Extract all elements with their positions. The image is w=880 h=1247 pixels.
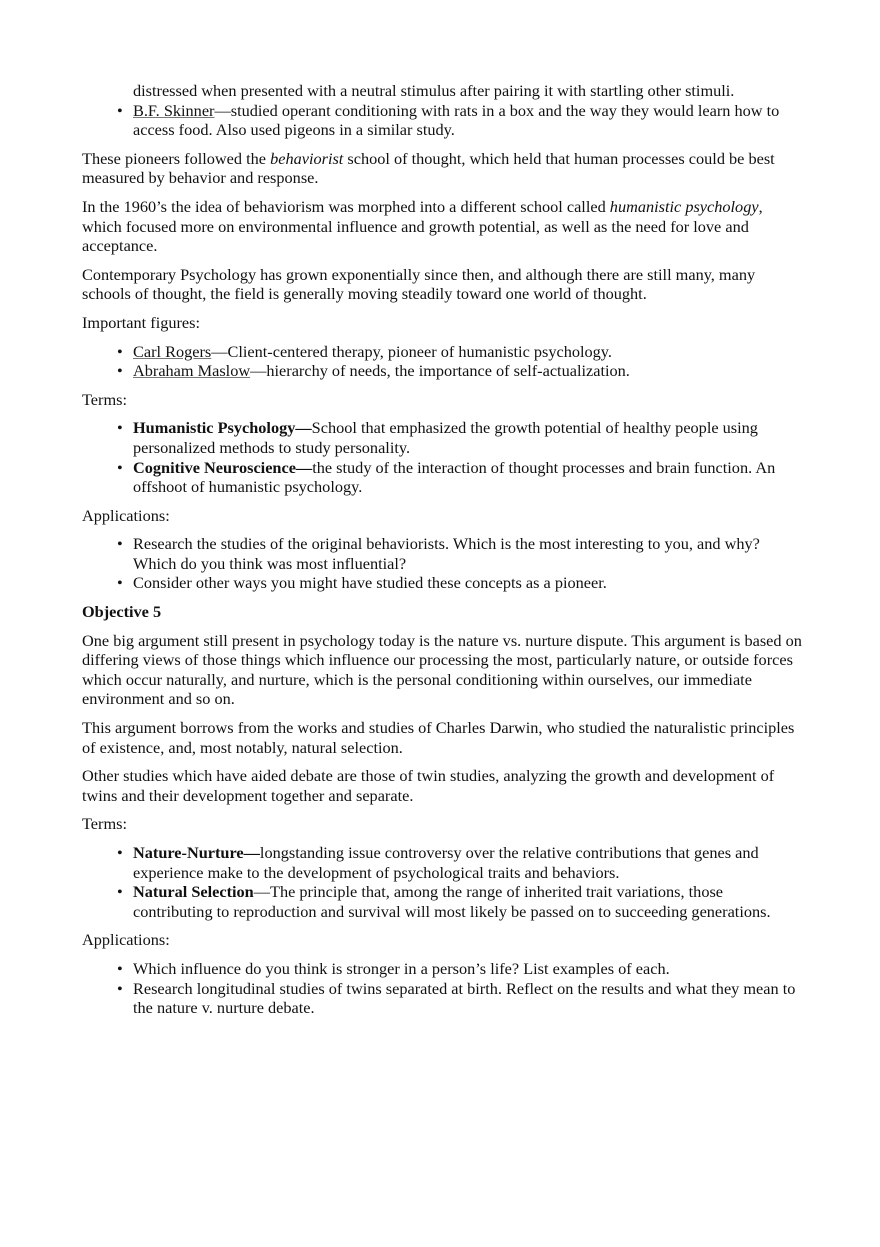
applications-list [82,534,804,593]
terms-list [82,418,804,496]
list-item [133,458,804,497]
document-page [82,81,804,1027]
pioneers-list [82,81,804,140]
definition: longstanding issue controversy over the relative contributions that genes and experience make to the development of psychological traits and behaviors. [133,843,759,882]
list-item-text: distressed when presented with a neutral stimulus after pairing it with startling other stimuli. [133,81,735,100]
paragraph-humanistic [82,197,804,256]
link-abraham-maslow[interactable]: Abraham Maslow [133,361,251,381]
applications-label: Applications: [82,930,170,950]
list-item [133,361,804,381]
emphasis: humanistic psychology [609,196,759,216]
text: , which focused more on environmental influence and growth potential, as well as the need for love and acceptance. [82,196,763,256]
paragraph-nature-nurture: One big argument still present in psychology today is the nature vs. nurture dispute. This argument is based on differing views of those things which influence our processing the most, particularly nature, or outside forces which occur naturally, and nurture, which is the personal conditioning within ourselves, our immediate environment and so on. [82,630,802,709]
list-item: • Research the studies of the original behaviorists. Which is the most interesting to you, and why? Which do you think was most influential? [133,534,804,573]
figures-label: Important figures: [82,312,201,332]
term: Humanistic Psychology— [133,418,312,438]
applications-label: Applications: [82,505,170,525]
list-item [133,843,804,882]
definition: School that emphasized the growth potential of healthy people using personalized methods to study personality. [133,418,758,457]
list-item: • Research longitudinal studies of twins separated at birth. Reflect on the results and what they mean to the nature v. nurture debate. [133,979,804,1018]
list-item [133,418,804,457]
paragraph-twin-studies: Other studies which have aided debate are those of twin studies, analyzing the growth and development of twins and their development together and separate. [82,766,775,805]
list-item [133,342,804,362]
list-item-text: —hierarchy of needs, the importance of self-actualization. [250,361,630,381]
list-item [133,882,804,921]
objective-heading: Objective 5 [82,602,162,622]
list-item-text: —studied operant conditioning with rats in a box and the way they would learn how to access food. Also used pigeons in a similar study. [133,100,780,140]
paragraph-contemporary: Contemporary Psychology has grown exponentially since then, and although there are still many, many schools of thought, the field is generally moving steadily toward one world of thought. [82,264,756,304]
term: Nature-Nurture— [133,843,260,862]
list-item [133,101,804,140]
text: school of thought, which held that human processes could be best measured by behavior and response. [82,148,775,188]
emphasis: behaviorist [270,148,344,168]
list-item [133,81,804,101]
definition: the study of the interaction of thought processes and brain function. An offshoot of humanistic psychology. [133,457,776,497]
paragraph-darwin: This argument borrows from the works and studies of Charles Darwin, who studied the naturalistic principles of existence, and, most notably, natural selection. [82,718,795,757]
list-item-text: —Client-centered therapy, pioneer of humanistic psychology. [211,341,612,361]
terms-label: Terms: [82,389,127,409]
link-carl-rogers[interactable]: Carl Rogers [133,341,212,361]
paragraph-behaviorist [82,149,804,188]
figures-list [82,342,804,381]
list-item: • Which influence do you think is stronger in a person’s life? List examples of each. [133,959,804,979]
term: Cognitive Neuroscience— [133,457,313,477]
term: Natural Selection [133,882,254,902]
terms-label: Terms: [82,814,127,834]
text: These pioneers followed the [82,148,271,168]
terms-list [82,843,804,921]
list-item: • Consider other ways you might have studied these concepts as a pioneer. [133,573,804,593]
definition: —The principle that, among the range of inherited trait variations, those contributing to reproduction and survival will most likely be passed on to succeeding generations. [133,882,771,921]
link-skinner[interactable]: B.F. Skinner [133,100,215,120]
text: In the 1960’s the idea of behaviorism was morphed into a different school called [82,196,610,216]
applications-list [82,959,804,1018]
